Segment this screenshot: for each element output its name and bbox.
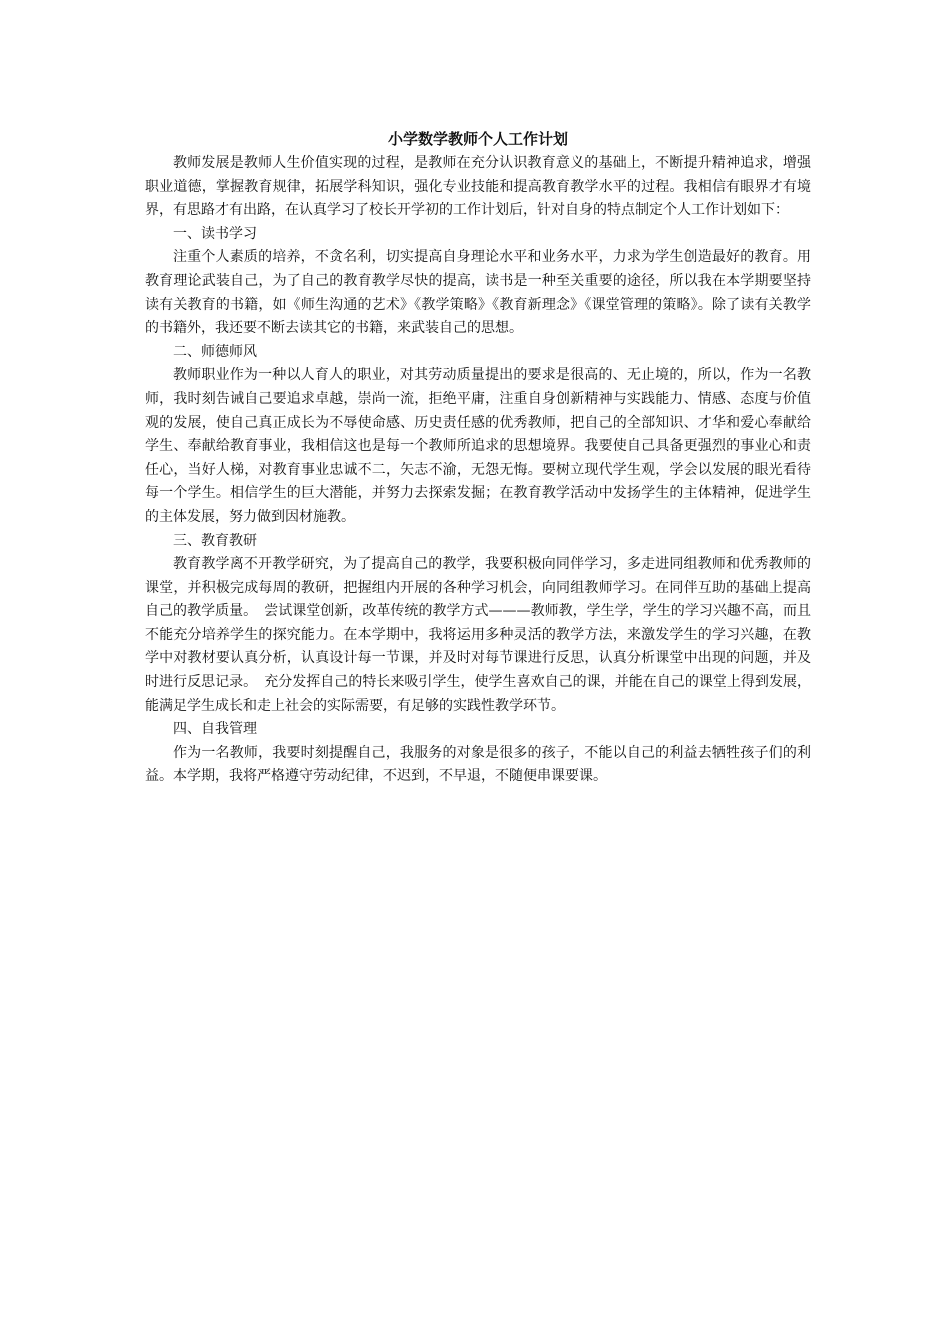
section-heading-ethics: 二、师德师风: [173, 343, 257, 360]
section-heading-self-management: 四、自我管理: [173, 721, 257, 738]
section-body-reading: 注重个人素质的培养，不贪名利，切实提高自身理论水平和业务水平，力求为学生创造最好的教育。用教育理论武装自己，为了自己的教育教学尽快的提高，读书是一种至关重要的途径，所以我在本学期要坚持读有关教育的书籍，如《师生沟通的艺术》《教学策略》《教育新理念》《课堂管理的策略》。除了读有关教学的书籍外，我还要不断去读其它的书籍，来武装自己的思想。: [145, 249, 811, 337]
intro-paragraph: 教师发展是教师人生价值实现的过程，是教师在充分认识教育意义的基础上，不断提升精神追求，增强职业道德，掌握教育规律，拓展学科知识，强化专业技能和提高教育教学水平的过程。我相信有眼界才有境界，有思路才有出路，在认真学习了校长开学初的工作计划后，针对自身的特点制定个人工作计划如下：: [145, 155, 811, 219]
document-page: [145, 128, 811, 789]
section-body-ethics: 教师职业作为一种以人育人的职业，对其劳动质量提出的要求是很高的、无止境的，所以，作为一名教师，我时刻告诫自己要追求卓越，崇尚一流，拒绝平庸，注重自身创新精神与实践能力、情感、态度与价值观的发展，使自己真正成长为不辱使命感、历史责任感的优秀教师，把自己的全部知识、才华和爱心奉献给学生、奉献给教育事业，我相信这也是每一个教师所追求的思想境界。我要使自己具备更强烈的事业心和责任心，当好人梯，对教育事业忠诚不二，矢志不渝，无怨无悔。要树立现代学生观，学会以发展的眼光看待每一个学生。相信学生的巨大潜能，并努力去探索发掘；在教育教学活动中发扬学生的主体精神，促进学生的主体发展，努力做到因材施教。: [145, 367, 811, 525]
section-heading-reading: 一、读书学习: [173, 225, 257, 242]
section-body-self-management: 作为一名教师，我要时刻提醒自己，我服务的对象是很多的孩子，不能以自己的利益去牺牲孩子们的利益。本学期，我将严格遵守劳动纪律，不迟到，不早退，不随便串课要课。: [145, 744, 811, 785]
section-heading-research: 三、教育教研: [173, 532, 257, 549]
section-body-research: 教育教学离不开教学研究，为了提高自己的教学，我要积极向同伴学习，多走进同组教师和优秀教师的课堂，并积极完成每周的教研，把握组内开展的各种学习机会，向同组教师学习。在同伴互助的基础上提高自己的教学质量。 尝试课堂创新，改革传统的教学方式———教师教，学生学，学生的学习兴趣不高，而且不能充分培养学生的探究能力。在本学期中，我将运用多种灵活的教学方法，来激发学生的学习兴趣，在教学中对教材要认真分析，认真设计每一节课，并及时对每节课进行反思，认真分析课堂中出现的问题，并及时进行反思记录。 充分发挥自己的特长来吸引学生，使学生喜欢自己的课，并能在自己的课堂上得到发展，能满足学生成长和走上社会的实际需要，有足够的实践性教学环节。: [145, 556, 811, 714]
document-title: 小学数学教师个人工作计划: [387, 130, 568, 148]
